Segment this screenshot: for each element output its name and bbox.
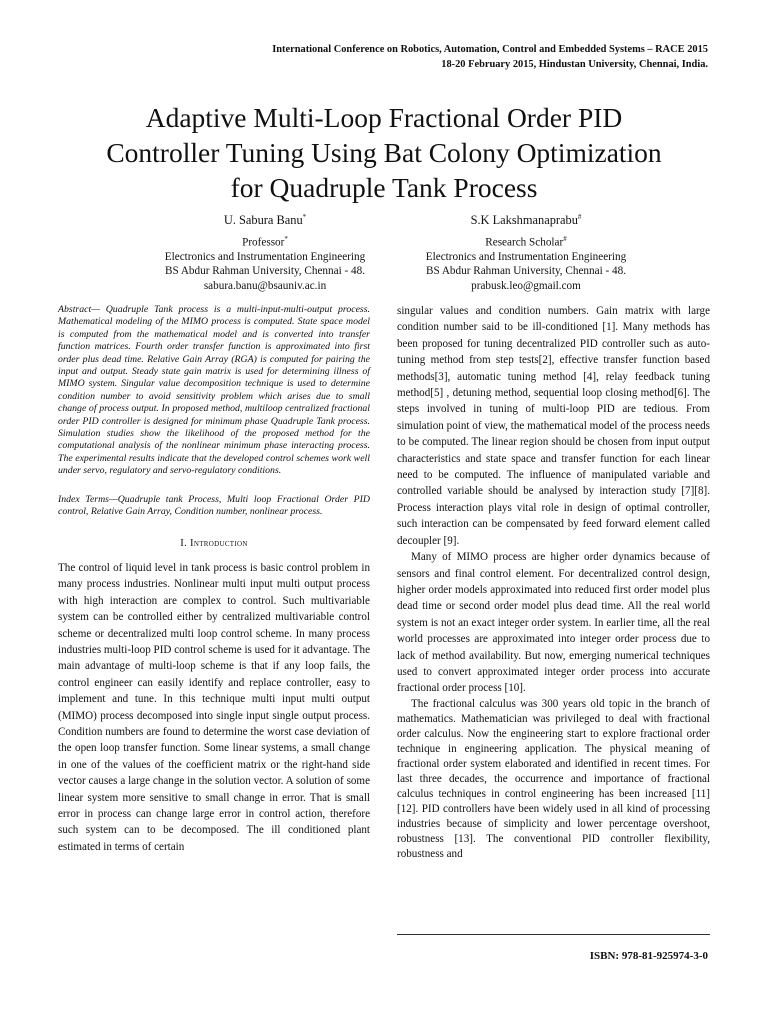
right-column <box>397 303 710 862</box>
paper-title <box>40 100 728 205</box>
author-name: U. Sabura Banu <box>223 213 303 228</box>
intro-paragraph-1: The control of liquid level in tank process is basic control problem in many process industries. Nonlinear multi input multi output process with high interaction are complex to control. Such multivariable system can be controlled either by centralized multivariable control scheme or decentralized multi loop control scheme. In many process industries multi-loop PID control scheme is used for it advantage. The main advantage of multi-loop scheme is that if any loop fails, the control engineer can easily identify and replace controller, easy to implement and tune. In this technique multi input multi output (MIMO) process decomposed into single input single output process. Condition numbers are found to determine the worst case deviation of the open loop transfer function. Some linear systems, a small change in one of the values of the coefficient matrix or the right-hand side vector causes a large change in the solution vector. A solution of some linear system more sensitive to small change in error. That is small error in process can change large error in control action, therefore such system can to be decomposed. The ill conditioned plant estimated in terms of certain <box>58 561 370 853</box>
author-email: prabusk.leo@gmail.com <box>471 279 581 292</box>
footer-rule <box>397 934 710 935</box>
author-department: Electronics and Instrumentation Engineering <box>425 250 627 263</box>
intro-paragraph-2: singular values and condition numbers. Gain matrix with large condition number said to be ill-conditioned [1]. Many methods has been proposed for tuning decentralized PID controller such as auto-tuning method from step tests[2], effective transfer function based methods[3], automatic tuning method [4], relay feedback tuning method[5] , detuning method, sequential loop closing method[6]. The steps involved in tuning of multi-loop PID are tedious. From simulation point of view, the mathematical model of the process needs to be computed. The linear region should be chosen from input output characteristics and state space and transfer function for each linear need to be computed. The influence of manipulated variable and controlled variable should be analysed by interaction study [7][8]. Process interaction plays vital role in design of optimal controller, such interaction can be compensated by feed forward element called decoupler [9]. <box>397 305 710 547</box>
author-role: Research Scholar <box>485 236 564 249</box>
abstract: Abstract— Quadruple Tank process is a multi-input-multi-output process. Mathematical modeling of the MIMO process is computed. State space model is computed from the mathematical model and is converted into transfer function matrices. Fourth order transfer function is approximated into first order plus dead time. Relative Gain Array (RGA) is computed for pairing the input and output. Steady state gain matrix is used for determining illness of MIMO system. Singular value decomposition technique is used to determine condition number to avoid sensitivity problem which arises due to small change of process output. In proposed method, multiloop centralized fractional order PID controller is designed for minimum phase Quadruple Tank process. Simulation studies show the likelihood of the proposed method for the computational analysis of the nonlinear minimum phase interacting process. The experimental results indicate that the developed control schemes work well under servo, regulatory and servo-regulatory conditions. <box>58 304 370 477</box>
author-role-mark: * <box>284 234 288 243</box>
author-name: S.K Lakshmanaprabu <box>470 213 578 228</box>
author-block-2 <box>366 210 686 293</box>
author-affiliation: BS Abdur Rahman University, Chennai - 48. <box>425 265 626 278</box>
author-affiliation: BS Abdur Rahman University, Chennai - 48. <box>164 265 365 278</box>
section-heading-introduction: I. Introduction <box>180 537 248 549</box>
author-email: sabura.banu@bsauniv.ac.in <box>203 279 327 292</box>
author-mark: # <box>577 213 582 221</box>
conference-header <box>272 42 708 72</box>
author-role: Professor <box>242 236 285 249</box>
left-column <box>58 304 370 855</box>
title-line-3: for Quadruple Tank Process <box>230 172 538 203</box>
conference-name: International Conference on Robotics, Automation, Control and Embedded Systems – RACE 2015 <box>272 44 708 55</box>
author-role-mark: # <box>563 234 567 243</box>
isbn: ISBN: 978-81-925974-3-0 <box>589 950 708 962</box>
intro-paragraph-3: Many of MIMO process are higher order dynamics because of sensors and final control element. For decentralized control design, higher order models approximated into reduced first order model plus dead time or second order model plus dead time. All the real world system is not an exact integer order system. In earlier time, all the real world processes are approximated into integer order process due to lack of method availability. But now, emerging numerical techniques used to convert approximated integer order process into accurate fractional order process [10]. <box>397 551 710 695</box>
index-terms: Index Terms—Quadruple tank Process, Multi loop Fractional Order PID control, Relative Gain Array, Condition number, nonlinear process. <box>58 493 370 518</box>
author-mark: * <box>302 213 307 221</box>
author-department: Electronics and Instrumentation Engineering <box>164 250 366 263</box>
title-line-1: Adaptive Multi-Loop Fractional Order PID <box>145 102 623 133</box>
intro-paragraph-4: The fractional calculus was 300 years old topic in the branch of mathematics. Mathematician was privileged to deal with fractional order calculus. Now the engineering start to explore fractional order technique in engineering application. The physical meaning of fractional order system elaborated and identified in recent times. For last three decades, the occurrence and importance of fractional calculus techniques in control engineering has been increased [11][12]. PID controllers have been widely used in all kind of processing industries because of simplicity and lower percentage overshoot, robustness [13]. The conventional PID controller flexibility, robustness and <box>397 697 710 860</box>
title-line-2: Controller Tuning Using Bat Colony Optimization <box>106 137 662 168</box>
conference-date-venue: 18-20 February 2015, Hindustan University, Chennai, India. <box>441 59 708 70</box>
